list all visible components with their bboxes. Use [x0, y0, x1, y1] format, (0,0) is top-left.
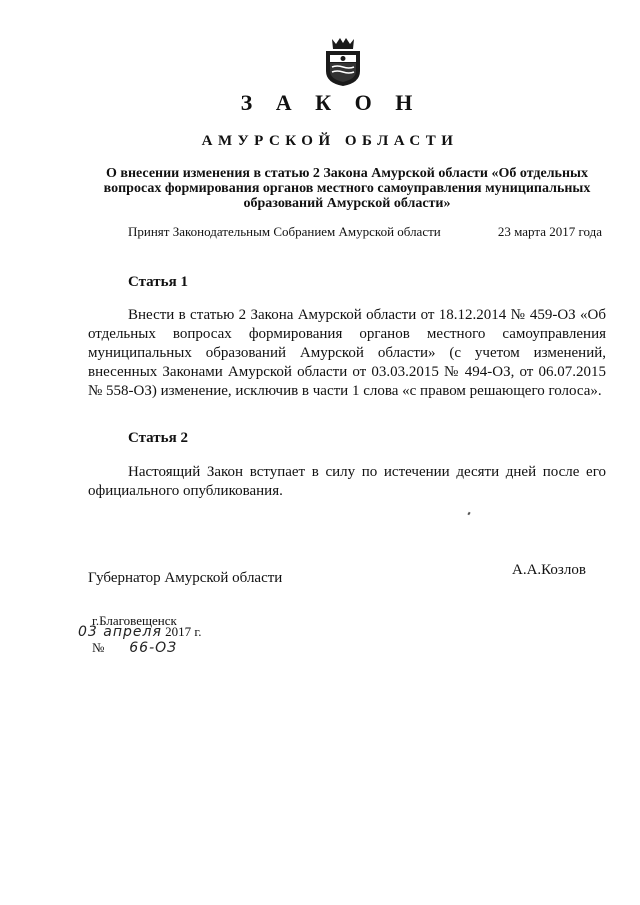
region-title: АМУРСКОЙ ОБЛАСТИ — [201, 133, 459, 149]
adoption-body: Принят Законодательным Собранием Амурской области — [128, 224, 441, 239]
signing-year: 2017 г. — [165, 624, 202, 639]
handwritten-date: 03 апреля — [78, 624, 162, 640]
document-title: З А К О Н — [240, 90, 422, 115]
handwritten-number: 66-ОЗ — [129, 640, 178, 656]
coat-of-arms-icon — [322, 35, 364, 87]
signing-date — [78, 624, 202, 640]
article-1-heading: Статья 1 — [128, 274, 188, 290]
article-2-text: Настоящий Закон вступает в силу по истечении десяти дней после его официального опубликования. — [88, 464, 606, 499]
law-number — [92, 640, 177, 656]
scan-speck — [467, 512, 470, 516]
adoption-date: 23 марта 2017 года — [497, 224, 602, 239]
signatory-title: Губернатор Амурской области — [88, 570, 283, 586]
article-1-text: Внести в статью 2 Закона Амурской области от 18.12.2014 № 459-ОЗ «Об отдельных вопросах формирования органов местного самоуправления муниципальных образований Амурской области» (с учетом изменений, внесенных Законами Амурской области от 03.03.2015 № 494-ОЗ, от 06.07.2015 № 558-ОЗ) изменение, исключив в части 1 слова «с правом решающего голоса». — [88, 307, 606, 399]
law-subject: О внесении изменения в статью 2 Закона Амурской области «Об отдельных вопросах формирования органов местного самоуправления муниципальных образований Амурской области» — [103, 166, 591, 211]
number-sign: № — [92, 640, 105, 655]
article-2-heading: Статья 2 — [128, 430, 188, 446]
signatory-name: А.А.Козлов — [512, 562, 586, 578]
signing-city: г.Благовещенск — [92, 613, 177, 628]
